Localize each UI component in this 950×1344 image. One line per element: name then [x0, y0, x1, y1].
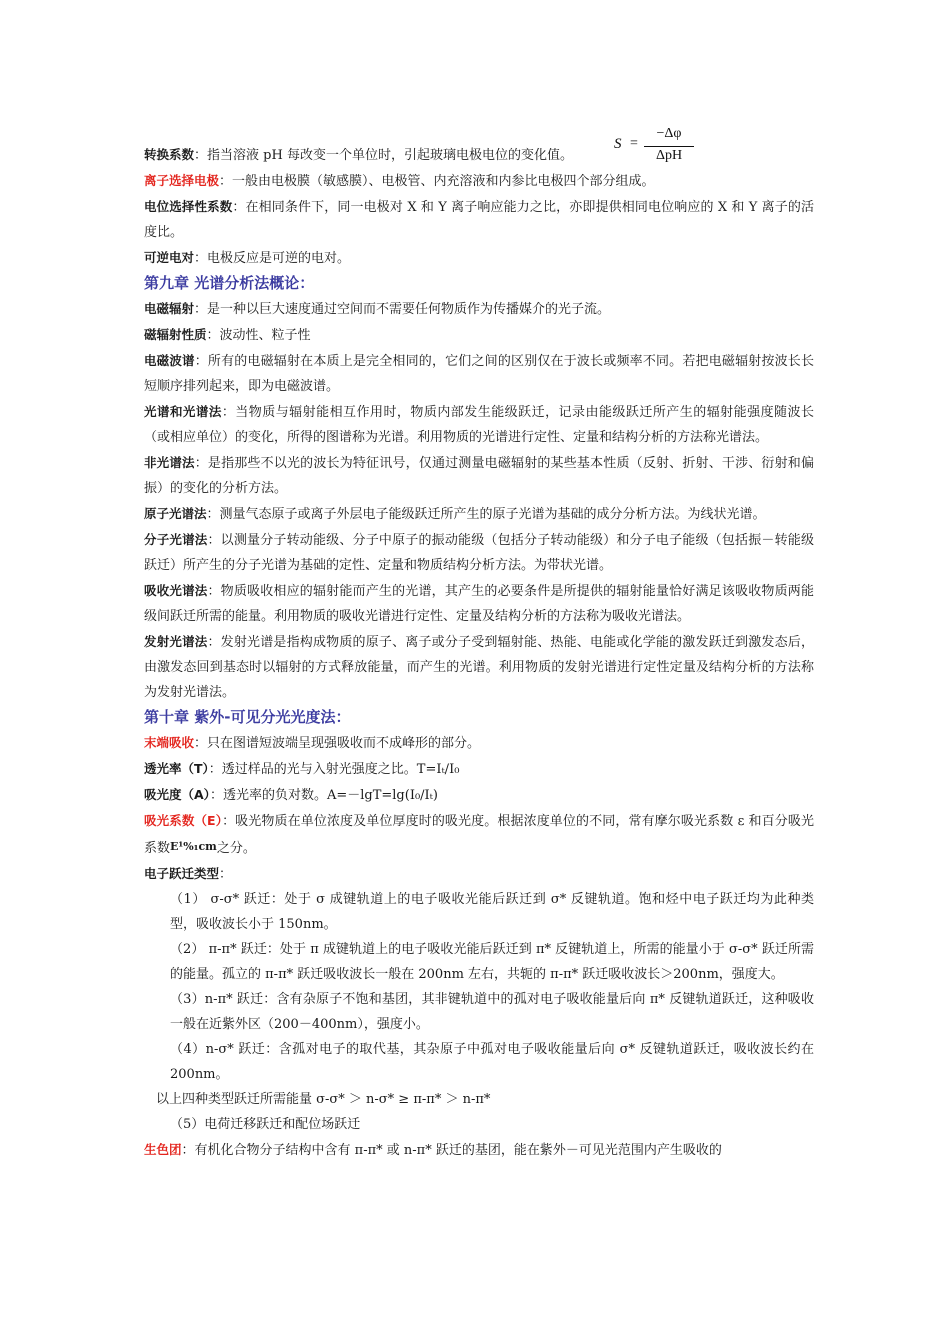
term: 透光率（T） [144, 761, 209, 776]
transition-item-5: （5）电荷迁移跃迁和配位场跃迁 [170, 1117, 361, 1132]
term: 末端吸收 [144, 735, 195, 750]
transition-item-1: （1） σ-σ* 跃迁：处于 σ 成键轨道上的电子吸收光能后跃迁到 σ* 反键轨道。饱和烃中电子跃迁均为此种类型，吸收波长小于 150nm。 [170, 892, 814, 932]
term: 吸光系数（E） [144, 813, 223, 828]
formula-numerator: −Δφ [656, 126, 682, 141]
definition-text: ：测量气态原子或离子外层电子能级跃迁所产生的原子光谱为基础的成分分析方法。为线状光谱。 [206, 507, 766, 522]
definition-text: ：当物质与辐射能相互作用时，物质内部发生能级跃迁，记录由能级跃迁所产生的辐射能强度随波长（或相应单位）的变化，所得的图谱称为光谱。利用物质的光谱进行定性、定量和结构分析的方法称光谱法。 [144, 405, 814, 445]
definition-absorption-spectroscopy [144, 578, 814, 629]
term: 磁辐射性质 [144, 327, 207, 342]
definition-text: ：透光率的负对数。A=－lgT=lg(I₀/Iₜ) [209, 788, 438, 803]
definition-text: ：一般由电极膜（敏感膜）、电极管、内充溶液和内参比电极四个部分组成。 [219, 174, 655, 189]
chapter10-heading: 第十章 紫外-可见分光光度法： [144, 708, 351, 726]
electron-transition-heading [144, 861, 814, 887]
definition-text: ：有机化合物分子结构中含有 π-π* 或 n-π* 跃迁的基团，能在紫外－可见光范围内产生吸收的 [181, 1143, 722, 1158]
document-page [144, 120, 814, 1163]
definition-ion-selective-electrode [144, 168, 814, 194]
definition-text: ：吸光物质在单位浓度及单位厚度时的吸光度。根据浓度单位的不同，常有摩尔吸光系数 ε 和百分吸光系数 [144, 814, 814, 856]
term: 生色团 [144, 1142, 182, 1157]
term: 电子跃迁类型 [144, 866, 220, 881]
definition-transmittance [144, 756, 814, 782]
term: 电位选择性系数 [144, 199, 233, 214]
definition-molecular-spectroscopy [144, 527, 814, 578]
chapter9-heading: 第九章 光谱分析法概论： [144, 274, 315, 292]
transition-summary: 以上四种类型跃迁所需能量 σ-σ* ＞ n-σ* ≥ π-π* ＞ n-π* [156, 1092, 491, 1107]
definition-text: ：只在图谱短波端呈现强吸收而不成峰形的部分。 [194, 736, 481, 751]
term: 吸收光谱法 [144, 583, 208, 598]
term: 分子光谱法 [144, 532, 208, 547]
transition-item-3: （3）n-π* 跃迁：含有杂原子不饱和基团，其非键轨道中的孤对电子吸收能量后向 π* 反键轨道跃迁，这种吸收一般在近紫外区（200－400nm），强度小。 [170, 992, 814, 1032]
percent-absorption-coefficient-symbol: E¹%₁cm [170, 840, 217, 853]
definition-electromagnetic-radiation [144, 296, 814, 322]
definition-text: ：透过样品的光与入射光强度之比。T=Iₜ/I₀ [208, 762, 460, 777]
definition-end-absorption [144, 730, 814, 756]
definition-atomic-spectroscopy [144, 501, 814, 527]
definition-radiation-nature [144, 322, 814, 348]
term: 电磁波谱 [144, 353, 195, 368]
transition-item-2: （2） π-π* 跃迁：处于 π 成键轨道上的电子吸收光能后跃迁到 π* 反键轨道上，所需的能量小于 σ-σ* 跃迁所需的能量。孤立的 π-π* 跃迁吸收波长一般在 200nm 左右，共轭的 π-π* 跃迁吸收波长＞200nm，强度大。 [170, 942, 814, 982]
formula-equals: = [630, 136, 638, 151]
term: 吸光度（A） [144, 787, 210, 802]
colon: ： [219, 867, 233, 882]
definition-text: ：是指那些不以光的波长为特征讯号，仅通过测量电磁辐射的某些基本性质（反射、折射、干涉、衍射和偏振）的变化的分析方法。 [144, 456, 814, 496]
definition-spectroscopy [144, 399, 814, 450]
definition-selectivity-coefficient [144, 194, 814, 245]
definition-non-spectroscopic [144, 450, 814, 501]
definition-text: ：波动性、粒子性 [206, 328, 311, 343]
term: 离子选择电极 [144, 173, 220, 188]
definition-text: ：发射光谱是指构成物质的原子、离子或分子受到辐射能、热能、电能或化学能的激发跃迁到激发态后，由激发态回到基态时以辐射的方式释放能量，而产生的光谱。利用物质的发射光谱进行定性定量及结构分析的方法称为发射光谱法。 [144, 635, 814, 700]
definition-text: ：指当溶液 pH 每改变一个单位时，引起玻璃电极电位的变化值。 [194, 148, 573, 163]
term: 光谱和光谱法 [144, 404, 222, 419]
definition-text: ：在相同条件下，同一电极对 X 和 Y 离子响应能力之比，亦即提供相同电位响应的 X 和 Y 离子的活度比。 [144, 200, 814, 240]
definition-text: ：是一种以巨大速度通过空间而不需要任何物质作为传播媒介的光子流。 [194, 302, 611, 317]
term: 发射光谱法 [144, 634, 208, 649]
definition-emission-spectroscopy [144, 629, 814, 705]
definition-text: ：以测量分子转动能级、分子中原子的振动能级（包括分子转动能级）和分子电子能级（包括振－转能级跃迁）所产生的分子光谱为基础的定性、定量和物质结构分析方法。为带状光谱。 [144, 533, 814, 573]
formula-denominator: ΔpH [655, 148, 683, 163]
definition-absorption-coefficient [144, 808, 814, 861]
term: 电磁辐射 [144, 301, 195, 316]
definition-text: ：物质吸收相应的辐射能而产生的光谱，其产生的必要条件是所提供的辐射能量恰好满足该吸收物质两能级间跃迁所需的能量。利用物质的吸收光谱进行定性、定量及结构分析的方法称为吸收光谱法。 [144, 584, 814, 624]
definition-chromophore [144, 1137, 814, 1163]
term: 原子光谱法 [144, 506, 207, 521]
definition-conversion-coefficient [144, 142, 814, 168]
definition-text-end: 之分。 [216, 841, 256, 856]
definition-text: ：电极反应是可逆的电对。 [194, 251, 351, 266]
term: 可逆电对 [144, 250, 195, 265]
term: 非光谱法 [144, 455, 195, 470]
definition-text: ：所有的电磁辐射在本质上是完全相同的，它们之间的区别仅在于波长或频率不同。若把电磁辐射按波长长短顺序排列起来，即为电磁波谱。 [144, 354, 814, 394]
term: 转换系数 [144, 147, 195, 162]
definition-em-spectrum [144, 348, 814, 399]
transition-item-4: （4）n-σ* 跃迁：含孤对电子的取代基，其杂原子中孤对电子吸收能量后向 σ* 反键轨道跃迁，吸收波长约在 200nm。 [170, 1042, 814, 1082]
formula-lhs: S [614, 136, 622, 152]
definition-reversible-couple [144, 245, 814, 271]
definition-absorbance [144, 782, 814, 808]
